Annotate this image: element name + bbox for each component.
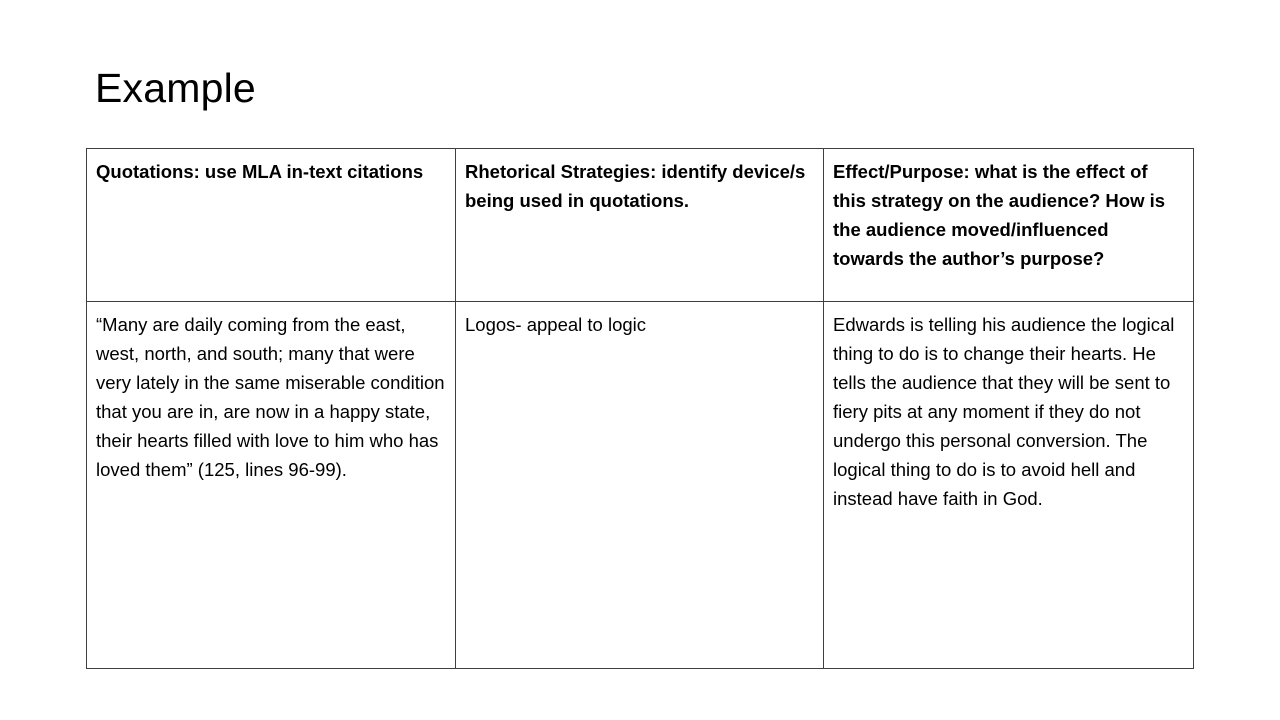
slide-title: Example — [95, 65, 256, 111]
cell-effect: Edwards is telling his audience the logical thing to do is to change their hearts. He tells the audience that they will be sent to fiery pits at any moment if they do not undergo this personal conversion. The logical thing to do is to avoid hell and instead have faith in God. — [824, 302, 1194, 669]
header-rhetorical-strategies: Rhetorical Strategies: identify device/s being used in quotations. — [456, 149, 824, 302]
header-effect-purpose: Effect/Purpose: what is the effect of this strategy on the audience? How is the audience moved/influenced towards the author’s purpose? — [824, 149, 1194, 302]
table-header-row — [87, 149, 1194, 302]
cell-quotation: “Many are daily coming from the east, west, north, and south; many that were very lately in the same miserable condition that you are in, are now in a happy state, their hearts filled with love to him who has loved them” (125, lines 96-99). — [87, 302, 456, 669]
rhetorical-analysis-table — [86, 148, 1194, 669]
cell-strategy: Logos- appeal to logic — [456, 302, 824, 669]
header-quotations: Quotations: use MLA in-text citations — [87, 149, 456, 302]
table-row — [87, 302, 1194, 669]
